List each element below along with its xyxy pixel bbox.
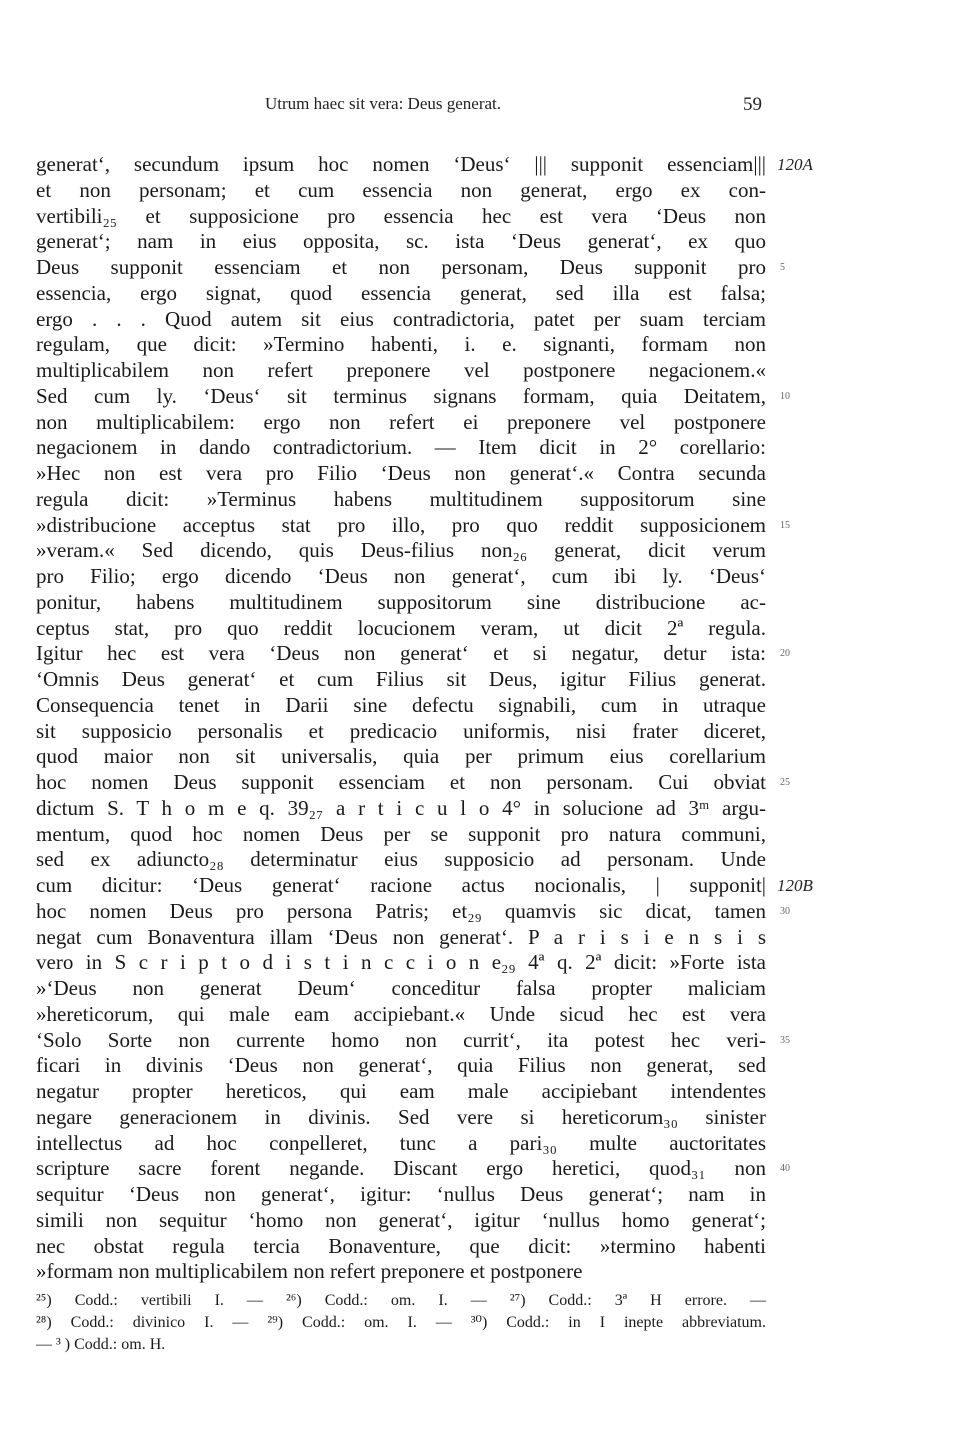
text-line	[36, 152, 813, 178]
text-line-content: ceptus stat, pro quo reddit locucionem veram, ut dicit 2ª regula.	[36, 615, 766, 640]
text-line	[36, 435, 766, 461]
text-line	[36, 744, 766, 770]
text-line-content: quod maior non sit universalis, quia per primum eius corellarium	[36, 744, 766, 769]
text-line-content: ficari in divinis ‘Deus non generat‘, quia Filius non generat, sed	[36, 1053, 766, 1078]
margin-folio-reference: 120A	[777, 155, 813, 174]
text-line-content: Deus supponit essenciam et non personam, Deus supponit pro	[36, 255, 766, 279]
text-line-content: Sed cum ly. ‘Deus‘ sit terminus signans formam, quia Deitatem,	[36, 383, 766, 408]
text-line-content: intellectus ad hoc conpelleret, tunc a pari₃₀ multe auctoritates	[36, 1130, 766, 1155]
text-line	[36, 796, 766, 822]
text-line-content: negacionem in dando contradictorium. — Item dicit in 2° corellario:	[36, 435, 766, 460]
text-line-content: Consequencia tenet in Darii sine defectu signabili, cum in utraque	[36, 692, 766, 717]
text-line-content: ‘Solo Sorte non currente homo non currit‘, ita potest hec veri-	[36, 1027, 766, 1052]
text-line-content: »‘Deus non generat Deum‘ conceditur falsa propter maliciam	[36, 976, 766, 1000]
text-line-content: regula dicit: »Terminus habens multitudinem suppositorum sine	[36, 486, 766, 511]
text-line-content: »distribucione acceptus stat pro illo, pro quo reddit supposicionem	[36, 512, 766, 537]
text-line-content: Igitur hec est vera ‘Deus non generat‘ et si negatur, detur ista:	[36, 641, 766, 666]
text-line-content: negatur propter hereticos, qui eam male accipiebant intendentes	[36, 1079, 766, 1103]
text-line-content: regulam, que dicit: »Termino habenti, i. e. signanti, formam non	[36, 332, 766, 357]
text-line-content: hoc nomen Deus pro persona Patris; et₂₉ quamvis sic dicat, tamen	[36, 898, 766, 923]
text-line	[36, 950, 766, 976]
text-line	[36, 255, 785, 281]
text-line-content: negare generacionem in divinis. Sed vere si hereticorum₃₀ sinister	[36, 1104, 766, 1129]
text-line-content: »veram.« Sed dicendo, quis Deus-filius non₂₆ generat, dicit verum	[36, 538, 766, 563]
text-line	[36, 564, 766, 590]
text-line-content: simili non sequitur ‘homo non generat‘, igitur ‘nullus homo generat‘;	[36, 1207, 766, 1232]
text-line-content: mentum, quod hoc nomen Deus per se supponit pro natura communi,	[36, 821, 766, 846]
text-line-content: pro Filio; ergo dicendo ‘Deus non generat‘, cum ibi ly. ‘Deus‘	[36, 564, 766, 588]
text-line	[36, 410, 766, 436]
main-text	[36, 152, 813, 1285]
text-line-content: cum dicitur: ‘Deus generat‘ racione actus nocionalis, | supponit|	[36, 873, 766, 897]
text-line-content: et non personam; et cum essencia non generat, ergo ex con-	[36, 177, 766, 202]
page-number: 59	[743, 94, 762, 115]
text-line-content: ergo . . . Quod autem sit eius contradictoria, patet per suam terciam	[36, 306, 766, 331]
text-line-content: essencia, ergo signat, quod essencia generat, sed illa est falsa;	[36, 280, 766, 305]
footnote-line: — ³ ) Codd.: om. H.	[36, 1336, 166, 1353]
text-line	[36, 461, 766, 487]
text-line	[36, 770, 790, 796]
text-line	[36, 822, 766, 848]
text-line	[36, 616, 766, 642]
text-line-content: sit supposicio personalis et predicacio uniformis, nisi frater diceret,	[36, 718, 766, 743]
text-line-content: non multiplicabilem: ergo non refert ei preponere vel postponere	[36, 409, 766, 434]
text-line	[36, 719, 766, 745]
text-line	[36, 538, 766, 564]
text-line-content: »hereticorum, qui male eam accipiebant.« Unde sicud hec est vera	[36, 1001, 766, 1026]
text-line	[36, 281, 766, 307]
text-line	[36, 332, 766, 358]
running-title: Utrum haec sit vera: Deus generat.	[265, 94, 502, 113]
text-line-content: dictum S. T h o m e q. 39₂₇ a r t i c u l o 4° in solucione ad 3ᵐ argu-	[36, 795, 766, 820]
text-line-content: generat‘, secundum ipsum hoc nomen ‘Deus‘ ||| supponit essenciam|||	[36, 152, 766, 176]
text-line	[36, 693, 766, 719]
text-line	[36, 1259, 766, 1285]
text-line	[36, 590, 766, 616]
text-line	[36, 383, 790, 410]
text-line	[36, 976, 766, 1002]
text-line-content: nec obstat regula tercia Bonaventure, que dicit: »termino habenti	[36, 1233, 766, 1258]
text-line	[36, 358, 766, 384]
margin-line-number: 35	[780, 1034, 790, 1046]
text-line	[36, 1234, 766, 1260]
text-line-content: multiplicabilem non refert preponere vel postponere negacionem.«	[36, 358, 766, 382]
text-line	[36, 1105, 766, 1131]
text-line-content: sed ex adiuncto₂₈ determinatur eius supposicio ad personam. Unde	[36, 847, 766, 872]
text-line	[36, 1182, 766, 1208]
text-line	[36, 641, 790, 667]
margin-line-number: 15	[780, 519, 790, 531]
text-line	[36, 307, 766, 333]
margin-line-number: 20	[780, 648, 790, 660]
text-line	[36, 204, 766, 230]
text-line	[36, 487, 766, 513]
text-line-content: vero in S c r i p t o d i s t i n c c i o n e₂₉ 4ª q. 2ª dicit: »Forte ista	[36, 950, 766, 975]
text-line	[36, 1002, 766, 1028]
margin-line-number: 5	[780, 262, 785, 273]
text-line	[36, 229, 766, 255]
text-line	[36, 898, 790, 925]
text-line	[36, 1131, 766, 1157]
text-line-content: negat cum Bonaventura illam ‘Deus non generat‘. P a r i s i e n s i s	[36, 924, 766, 949]
footnote-line: ²⁵) Codd.: vertibili I. — ²⁶) Codd.: om. I. — ²⁷) Codd.: 3ª H errore. —	[36, 1292, 766, 1309]
text-line-content: ponitur, habens multitudinem suppositorum sine distribucione ac-	[36, 589, 766, 614]
text-line	[36, 925, 766, 951]
footnotes	[36, 1290, 766, 1356]
text-line-content: sequitur ‘Deus non generat‘, igitur: ‘nullus Deus generat‘; nam in	[36, 1182, 766, 1206]
text-line-content: scripture sacre forent negande. Discant ergo heretici, quod₃₁ non	[36, 1156, 766, 1181]
text-line	[36, 512, 790, 539]
text-line	[36, 1079, 766, 1105]
text-line	[36, 1156, 790, 1182]
text-line	[36, 1027, 790, 1054]
margin-line-number: 30	[780, 905, 790, 917]
text-line	[36, 873, 813, 899]
footnote-line: ²⁸) Codd.: divinico I. — ²⁹) Codd.: om. I. — ³⁰) Codd.: in I inepte abbreviatum.	[36, 1314, 766, 1331]
text-line	[36, 1053, 766, 1079]
text-line-content: vertibili₂₅ et supposicione pro essencia hec est vera ‘Deus non	[36, 203, 766, 228]
text-line	[36, 178, 766, 204]
text-line-content: »Hec non est vera pro Filio ‘Deus non generat‘.« Contra secunda	[36, 461, 766, 485]
text-line-content: generat‘; nam in eius opposita, sc. ista ‘Deus generat‘, ex quo	[36, 229, 766, 254]
text-line	[36, 667, 766, 693]
margin-line-number: 10	[780, 390, 790, 402]
margin-folio-reference: 120B	[777, 876, 813, 895]
text-line	[36, 847, 766, 873]
text-line-content: hoc nomen Deus supponit essenciam et non personam. Cui obviat	[36, 770, 766, 794]
text-line-content: ‘Omnis Deus generat‘ et cum Filius sit Deus, igitur Filius generat.	[36, 667, 766, 691]
text-line-content: »formam non multiplicabilem non refert preponere et postponere	[36, 1259, 583, 1284]
margin-line-number: 40	[780, 1163, 790, 1175]
margin-line-number: 25	[780, 777, 790, 788]
text-line	[36, 1208, 766, 1234]
